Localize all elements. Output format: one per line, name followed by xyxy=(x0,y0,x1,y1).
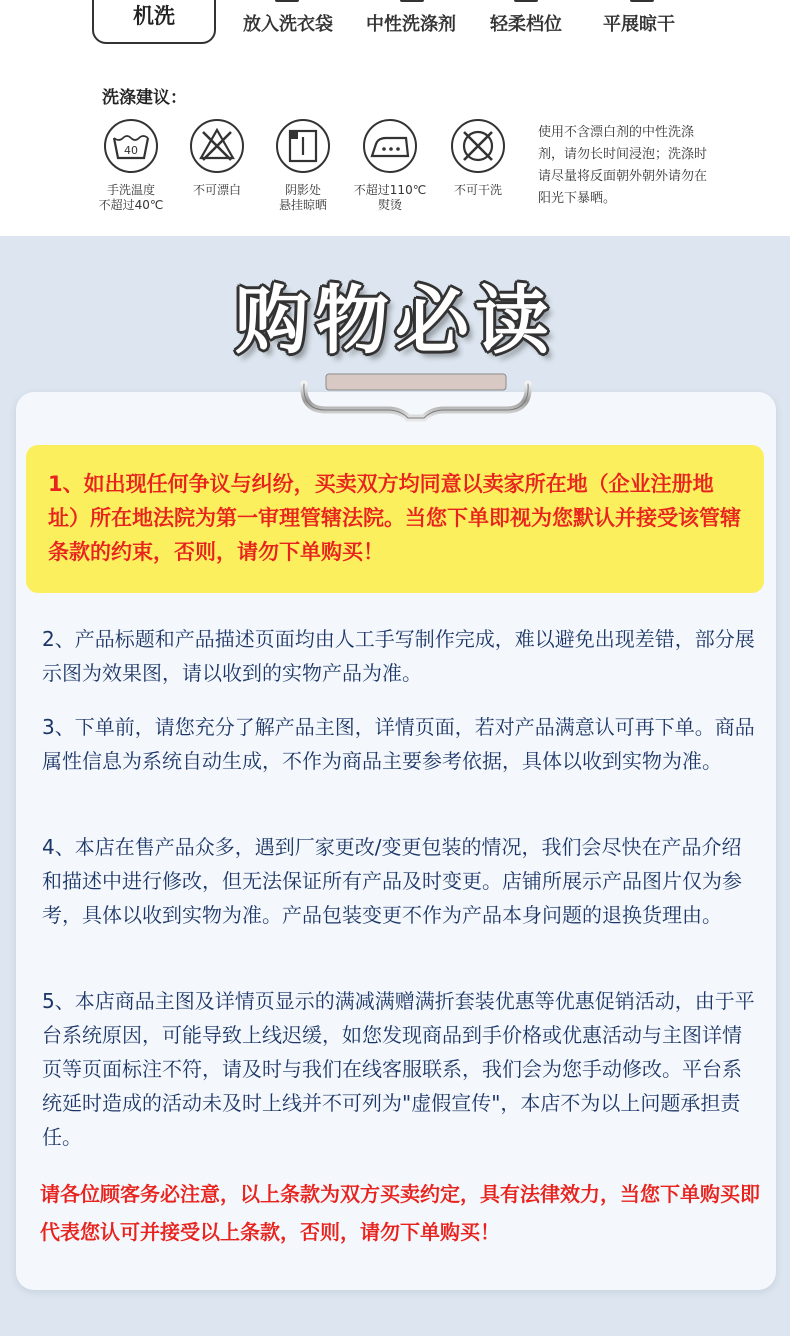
notice-item-1: 1、如出现任何争议与纠纷，买卖双方均同意以卖家所在地（企业注册地址）所在地法院为第一审理管辖法院。当您下单即视为您默认并接受该管辖条款的约束，否则，请勿下单购买！ xyxy=(48,472,741,564)
notice-heading: 购物必读 xyxy=(235,278,555,364)
wash-step: 中性洗涤剂 xyxy=(366,14,456,35)
notice-item-4: 4、本店在售产品众多，遇到厂家更改/变更包装的情况，我们会尽快在产品介绍和描述中进行修改，但无法保证所有产品及时变更。店铺所展示产品图片仅为参考，具体以收到实物为准。产品包装变更不作为产品本身问题的退换货理由。 xyxy=(42,835,742,927)
wash-step: 平展晾干 xyxy=(603,14,675,35)
wash-step: 放入洗衣袋 xyxy=(243,14,333,35)
wash-instructions-section xyxy=(0,0,790,236)
no-dry-clean-icon xyxy=(450,118,506,174)
final-warning: 请各位顾客务必注意，以上条款为双方买卖约定，具有法律效力，当您下单购买即代表您认可并接受以上条款，否则，请勿下单购买！ xyxy=(40,1182,760,1244)
no-bleach-icon xyxy=(189,118,245,174)
icon-label: 手洗温度 不超过40℃ xyxy=(98,183,164,212)
wash-note: 使用不含漂白剂的中性洗涤剂，请勿长时间浸泡；洗涤时请尽量将反面朝外朝外请勿在阳光下暴晒。 xyxy=(538,125,708,206)
iron-low-icon xyxy=(362,118,418,174)
dispute-notice-highlight xyxy=(26,445,764,593)
step-marker xyxy=(630,0,654,2)
step-marker xyxy=(275,0,299,2)
wash-advice-title: 洗涤建议： xyxy=(102,88,187,108)
wash-mode-row xyxy=(0,0,790,50)
hand-wash-40-icon xyxy=(103,118,159,174)
selected-mode-label: 机洗 xyxy=(133,4,175,28)
shade-dry-icon xyxy=(275,118,331,174)
notice-item-3: 3、下单前，请您充分了解产品主图，详情页面，若对产品满意认可再下单。商品属性信息为系统自动生成，不作为商品主要参考依据，具体以收到实物为准。 xyxy=(42,715,755,773)
notice-item-5: 5、本店商品主图及详情页显示的满减满赠满折套装优惠等优惠促销活动，由于平台系统原因，可能导致上线迟缓，如您发现商品到手价格或优惠活动与主图详情页等页面标注不符，请及时与我们在线客服联系，我们会为您手动修改。平台系统延时造成的活动未及时上线并不可列为"虚假宣传"，本店不为以上问题承担责任。 xyxy=(42,989,755,1149)
icon-label: 不可漂白 xyxy=(192,183,241,197)
svg-text:40: 40 xyxy=(124,144,138,157)
step-marker xyxy=(514,0,538,2)
icon-label: 阴影处 悬挂晾晒 xyxy=(278,183,327,212)
step-marker xyxy=(400,0,424,2)
selected-mode-badge xyxy=(92,0,216,44)
clipboard-clip-icon xyxy=(296,366,536,422)
icon-label: 不超过110℃ 熨烫 xyxy=(353,183,427,212)
icon-label: 不可干洗 xyxy=(453,183,502,197)
notice-item-2: 2、产品标题和产品描述页面均由人工手写制作完成，难以避免出现差错，部分展示图为效果图，请以收到的实物产品为准。 xyxy=(42,627,755,685)
wash-step: 轻柔档位 xyxy=(490,14,562,35)
